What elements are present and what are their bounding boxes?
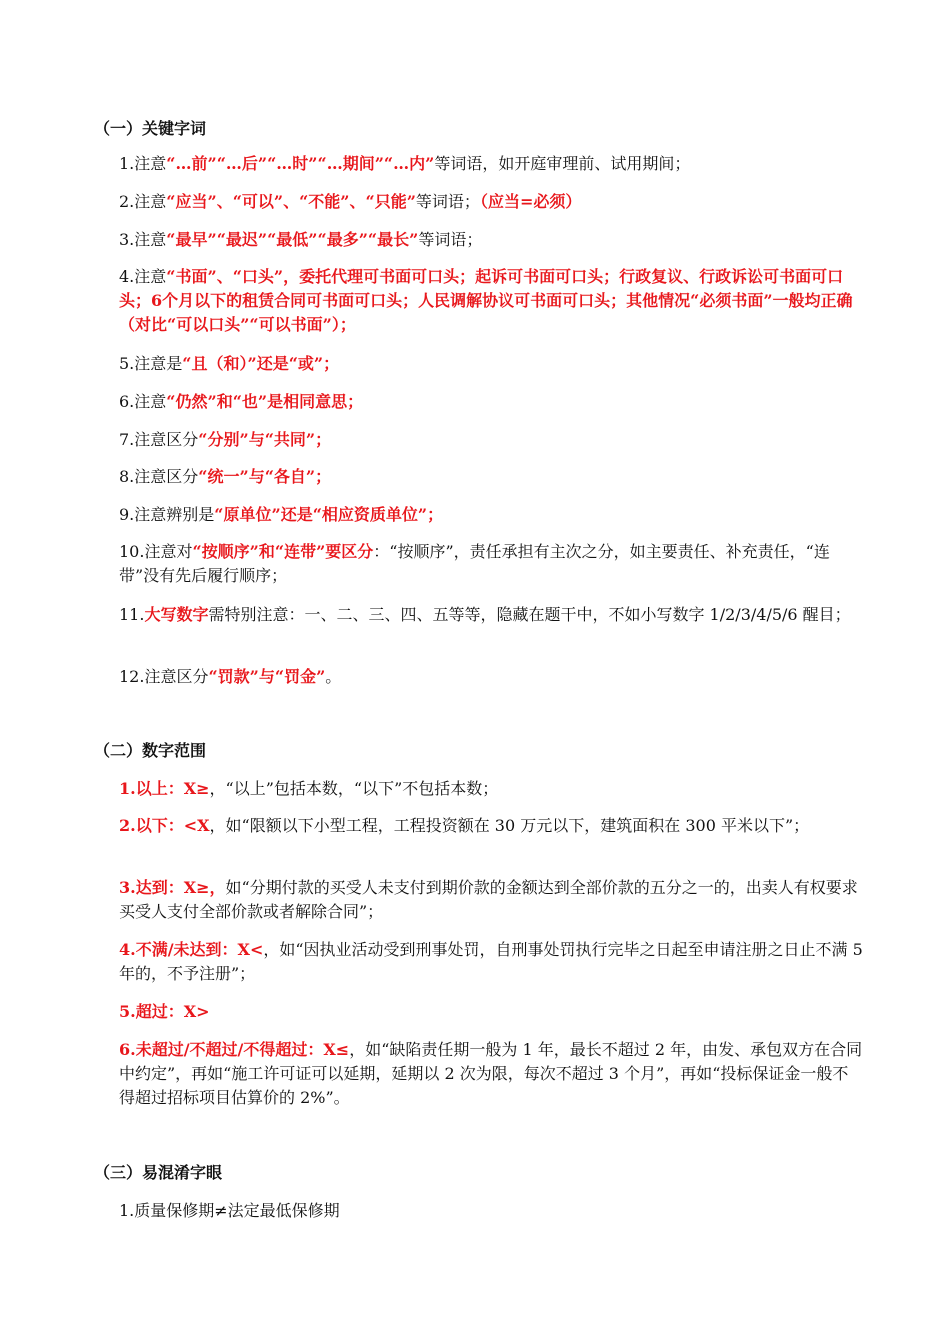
- list-item: [119, 938, 864, 986]
- list-item: [119, 228, 864, 252]
- body-text: 6.注意: [119, 392, 167, 411]
- list-item: [119, 265, 864, 337]
- emphasis-text: “最早”“最迟”“最低”“最多”“最长”: [166, 230, 419, 249]
- body-text: ，如“因执业活动受到刑事处罚，自刑事处罚执行完毕之日起至申请注册之日止不满 5 年的，不予注册”；: [119, 940, 863, 983]
- list-item: [119, 814, 864, 838]
- body-text: 等词语；: [418, 230, 483, 249]
- list-item: [119, 777, 864, 801]
- emphasis-text: 6.未超过/不超过/不得超过：X≤: [119, 1040, 350, 1059]
- body-text: 9.注意辨别是: [119, 505, 215, 524]
- body-text: 5.注意是: [119, 354, 183, 373]
- emphasis-text: “且（和）”还是“或”；: [182, 354, 340, 373]
- emphasis-text: “统一”与“各自”；: [198, 467, 332, 486]
- emphasis-text: “原单位”还是“相应资质单位”；: [214, 505, 444, 524]
- body-text: 1.注意: [119, 154, 167, 173]
- body-text: 等词语，如开庭审理前、试用期间；: [434, 154, 691, 173]
- list-item: [119, 190, 864, 214]
- body-text: 1.质量保修期≠法定最低保修期: [119, 1201, 340, 1220]
- list-item: [119, 465, 864, 489]
- section-heading: （一）关键字词: [94, 119, 207, 138]
- body-text: 如“分期付款的买受人未支付到期价款的金额达到全部价款的五分之一的，出卖人有权要求买受人支付全部价款或者解除合同”；: [119, 878, 858, 921]
- list-item: [119, 540, 864, 588]
- emphasis-text: 5.超过：X>: [119, 1002, 210, 1021]
- body-text: 。: [325, 667, 342, 686]
- emphasis-text: “分别”与“共同”；: [198, 430, 332, 449]
- body-text: 等词语；: [415, 192, 480, 211]
- list-item: [119, 152, 864, 176]
- body-text: 需特别注意：一、二、三、四、五等等，隐藏在题干中，不如小写数字 1/2/3/4/5/6 醒目；: [208, 605, 851, 624]
- emphasis-text: 3.达到：X≥，: [119, 878, 226, 897]
- list-item: [119, 1199, 864, 1223]
- emphasis-text: “仍然”和“也”是相同意思；: [166, 392, 364, 411]
- body-text: ：“按顺序”，责任承担有主次之分，如主要责任、补充责任，“连带”没有先后履行顺序；: [119, 542, 830, 585]
- emphasis-text: “应当”、“可以”、“不能”、“只能”: [166, 192, 416, 211]
- body-text: 10.注意对: [119, 542, 193, 561]
- emphasis-text: 大写数字: [144, 605, 209, 624]
- body-text: 12.注意区分: [119, 667, 209, 686]
- list-item: [119, 603, 864, 627]
- list-item: [119, 428, 864, 452]
- body-text: 2.注意: [119, 192, 167, 211]
- emphasis-text: 4.不满/未达到：X<: [119, 940, 264, 959]
- emphasis-text: “罚款”与“罚金”: [208, 667, 326, 686]
- emphasis-text: “按顺序”和“连带”要区分: [192, 542, 374, 561]
- section-heading: （二）数字范围: [94, 741, 207, 760]
- list-item: [119, 1000, 864, 1024]
- emphasis-text: 1.以上：X≥: [119, 779, 210, 798]
- list-item: [119, 665, 864, 689]
- section-heading: （三）易混淆字眼: [94, 1163, 223, 1182]
- emphasis-text: “…前”“…后”“…时”“…期间”“…内”: [166, 154, 435, 173]
- body-text: 4.注意: [119, 267, 167, 286]
- body-text: ，“以上”包括本数，“以下”不包括本数；: [209, 779, 499, 798]
- list-item: [119, 352, 864, 376]
- body-text: ，如“缺陷责任期一般为 1 年，最长不超过 2 年，由发、承包双方在合同中约定”，再如“施工许可证可以延期，延期以 2 次为限，每次不超过 3 个月”，再如“投标保证金一般不得超过招标项目估算价的 2%”。: [119, 1040, 863, 1107]
- body-text: 7.注意区分: [119, 430, 199, 449]
- list-item: [119, 876, 864, 924]
- body-text: 3.注意: [119, 230, 167, 249]
- body-text: 11.: [119, 605, 145, 624]
- list-item: [119, 1038, 864, 1110]
- body-text: 8.注意区分: [119, 467, 199, 486]
- body-text: ，如“限额以下小型工程，工程投资额在 30 万元以下，建筑面积在 300 平米以下”；: [209, 816, 810, 835]
- emphasis-text: “书面”、“口头”，委托代理可书面可口头；起诉可书面可口头；行政复议、行政诉讼可书面可口头；6个月以下的租赁合同可书面可口头；人民调解协议可书面可口头；其他情况“必须书面”一般均正确（对比“可以口头”“可以书面”）；: [119, 267, 853, 334]
- list-item: [119, 503, 864, 527]
- emphasis-text: （应当=必须）: [479, 192, 582, 211]
- emphasis-text: 2.以下：<X: [119, 816, 210, 835]
- list-item: [119, 390, 864, 414]
